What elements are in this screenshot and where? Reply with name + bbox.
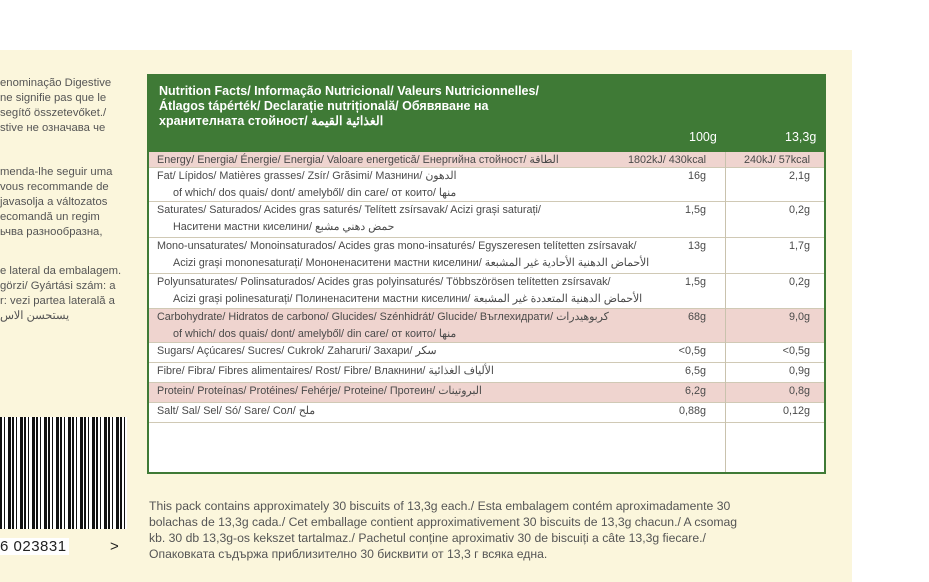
left-text-line: ьчва разнообразна, <box>0 226 103 238</box>
left-paragraph-3 <box>0 264 140 324</box>
value-per-100g: 1802kJ/ 430kcal <box>627 154 706 166</box>
pack-contents-note <box>149 498 839 562</box>
nutrition-row <box>149 383 824 403</box>
value-per-100g: 16g <box>687 170 706 182</box>
nutrition-row <box>149 274 824 309</box>
left-text-line: stive не означава че <box>0 122 106 134</box>
left-text-line: e lateral da embalagem. <box>0 265 122 277</box>
header-line-3: хранителната стойност/ الغذائية القيمة <box>159 114 384 128</box>
value-per-100g: 68g <box>687 311 706 323</box>
value-per-100g: 13g <box>687 240 706 252</box>
nutrient-label: Energy/ Energia/ Énergie/ Energia/ Valoare energetică/ Енергийна стойност/ الطاقة <box>157 154 559 166</box>
barcode-digits: 6 023831 <box>0 538 67 555</box>
nutrient-label: Acizi grași polinesaturați/ Полиненаситени мастни киселини/ الأحماض الدهنية المتعددة غير المشبعة <box>173 293 643 305</box>
value-per-portion: 2,1g <box>788 170 810 182</box>
nutrient-label: Protein/ Proteínas/ Protéines/ Fehérje/ Proteine/ Протеин/ البروتينات <box>157 385 482 397</box>
value-per-portion: 0,2g <box>788 204 810 216</box>
nutrient-label: Mono-unsaturates/ Monoinsaturados/ Acides gras mono-insaturés/ Egyszeresen telítetten zsírsavak/ <box>157 240 637 252</box>
nutrient-label: Saturates/ Saturados/ Acides gras saturés/ Telített zsírsavak/ Acizi grași saturați/ <box>157 204 541 216</box>
value-per-100g: <0,5g <box>678 345 706 357</box>
value-per-portion: 240kJ/ 57kcal <box>743 154 810 166</box>
nutrient-label: of which/ dos quais/ dont/ amelyből/ din care/ от които/ منها <box>173 328 457 340</box>
barcode-arrow: > <box>110 538 119 555</box>
value-per-100g: 0,88g <box>678 405 706 417</box>
header-line-1: Nutrition Facts/ Informação Nutricional/ Valeurs Nutricionnelles/ <box>159 84 539 98</box>
nutrient-label: Polyunsaturates/ Polinsaturados/ Acides gras polyinsaturés/ Többszörösen telítetten zsírsavak/ <box>157 276 611 288</box>
value-per-portion: 1,7g <box>788 240 810 252</box>
value-per-portion: <0,5g <box>782 345 810 357</box>
nutrient-label: Fat/ Lípidos/ Matières grasses/ Zsír/ Grăsimi/ Мазнини/ الدهون <box>157 170 457 182</box>
left-text-line: segítő összetevőket./ <box>0 107 107 119</box>
left-text-line: ecomandă un regim <box>0 211 100 223</box>
nutrient-label: Sugars/ Açúcares/ Sucres/ Cukrok/ Zaharuri/ Захари/ سكر <box>157 345 437 357</box>
nutrition-table <box>147 74 826 474</box>
value-per-100g: 1,5g <box>684 204 706 216</box>
value-per-portion: 0,9g <box>788 365 810 377</box>
nutrition-row <box>149 309 824 343</box>
value-per-portion: 0,8g <box>788 385 810 397</box>
nutrient-label: Carbohydrate/ Hidratos de carbono/ Glucides/ Szénhidrát/ Glucide/ Въглехидрати/ كربوهيدرات <box>157 311 609 323</box>
left-text-line: ne signifie pas que le <box>0 92 107 104</box>
nutrition-table-header <box>149 76 824 152</box>
column-header-portion: 13,3g <box>785 130 817 144</box>
nutrition-table-body <box>149 152 824 423</box>
value-per-portion: 0,2g <box>788 276 810 288</box>
left-text-line: javasolja a változatos <box>0 196 108 208</box>
column-divider <box>725 152 726 472</box>
nutrient-label: of which/ dos quais/ dont/ amelyből/ din care/ от които/ منها <box>173 187 457 199</box>
nutrition-row <box>149 202 824 238</box>
nutrition-row <box>149 363 824 383</box>
left-text-line: vous recommande de <box>0 181 109 193</box>
footer-line-4: Опаковката съдържа приблизително 30 бисквити от 13,3 г всяка една. <box>149 547 548 561</box>
left-text-line: görzi/ Gyártási szám: a <box>0 280 116 292</box>
nutrition-row <box>149 403 824 423</box>
nutrition-row <box>149 343 824 363</box>
left-paragraph-2 <box>0 165 140 240</box>
footer-line-2: bolachas de 13,3g cada./ Cet emballage contient approximativement 30 biscuits de 13,3g chacun./ A csomag <box>149 515 738 529</box>
value-per-100g: 6,2g <box>684 385 706 397</box>
nutrient-label: Fibre/ Fibra/ Fibres alimentaires/ Rost/ Fibre/ Влакнини/ الألياف الغذائية <box>157 365 494 377</box>
value-per-portion: 9,0g <box>788 311 810 323</box>
nutrition-row <box>149 168 824 202</box>
nutrient-label: Salt/ Sal/ Sel/ Só/ Sare/ Сол/ ملح <box>157 405 316 417</box>
value-per-100g: 6,5g <box>684 365 706 377</box>
nutrition-row <box>149 238 824 274</box>
footer-line-1: This pack contains approximately 30 biscuits of 13,3g each./ Esta embalagem contém aproximadamente 30 <box>149 499 731 513</box>
value-per-100g: 1,5g <box>684 276 706 288</box>
column-header-100g: 100g <box>689 130 717 144</box>
left-text-line: يستحسن الاس <box>0 310 70 322</box>
header-line-2: Átlagos tápérték/ Declarație nutrițională/ Обявяване на <box>159 99 489 113</box>
left-text-line: menda-lhe seguir uma <box>0 166 113 178</box>
left-text-line: r: vezi partea laterală a <box>0 295 115 307</box>
left-column-text <box>0 76 140 324</box>
barcode-image <box>0 417 127 529</box>
left-paragraph-1 <box>0 76 140 136</box>
left-text-line: enominação Digestive <box>0 77 112 89</box>
value-per-portion: 0,12g <box>782 405 810 417</box>
nutrient-label: Наситени мастни киселини/ حمض دهني مشبع <box>173 221 395 233</box>
nutrient-label: Acizi grași mononesaturați/ Мононенаситени мастни киселини/ الأحماض الدهنية الأحادية غير المشبعة <box>173 257 650 269</box>
nutrition-row <box>149 152 824 168</box>
footer-line-3: kb. 30 db 13,3g-os kekszet tartalmaz./ Pachetul conține aproximativ 30 de biscuiți a câte 13,3g fiecare./ <box>149 531 706 545</box>
